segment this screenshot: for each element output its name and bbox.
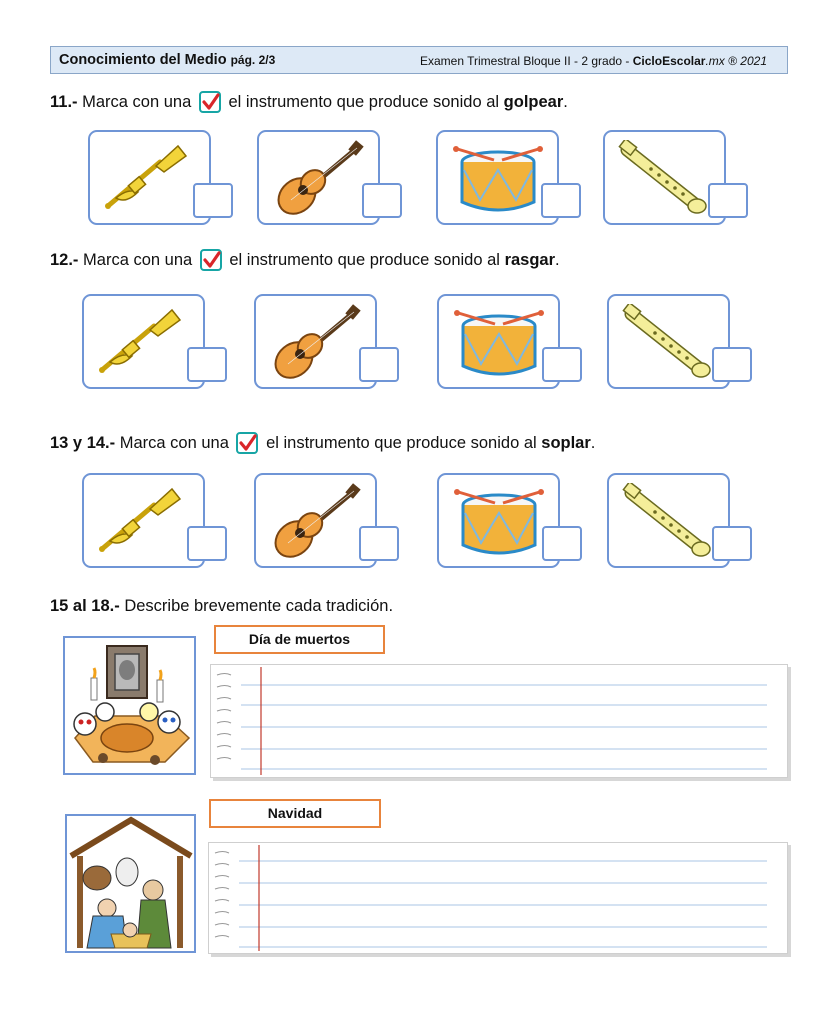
question-text: Describe brevemente cada tradición. bbox=[124, 597, 394, 615]
trumpet-icon bbox=[102, 140, 192, 218]
site-suffix: .mx ® 2021 bbox=[705, 54, 767, 68]
guitar-icon bbox=[268, 483, 363, 563]
exam-title: Examen Trimestral Bloque II - 2 grado - bbox=[419, 54, 630, 68]
answer-checkbox[interactable] bbox=[708, 183, 748, 218]
guitar-icon bbox=[268, 304, 363, 384]
answer-checkbox[interactable] bbox=[359, 526, 399, 561]
question-13-14 bbox=[50, 432, 595, 454]
question-keyword: rasgar bbox=[504, 251, 556, 269]
instrument-card-drum bbox=[437, 473, 560, 568]
instrument-card-guitar bbox=[254, 294, 377, 389]
navidad-image bbox=[65, 814, 196, 953]
dia-de-muertos-image bbox=[63, 636, 196, 775]
lined-paper bbox=[211, 665, 787, 777]
question-number: 11.- bbox=[50, 93, 78, 111]
question-12 bbox=[50, 249, 560, 271]
question-end: . bbox=[563, 93, 568, 111]
instrument-card-drum bbox=[437, 294, 560, 389]
checkmark-icon bbox=[236, 432, 258, 454]
instrument-card-drum bbox=[436, 130, 559, 225]
page-header bbox=[50, 46, 788, 74]
drum-icon bbox=[451, 483, 546, 563]
writing-area-navidad[interactable] bbox=[208, 842, 788, 954]
flute-icon bbox=[617, 140, 712, 220]
question-text-before: Marca con una bbox=[83, 251, 193, 269]
question-11 bbox=[50, 91, 568, 113]
question-text-before: Marca con una bbox=[119, 434, 229, 452]
site-name: CicloEscolar bbox=[632, 54, 706, 68]
checkmark-icon bbox=[199, 91, 221, 113]
instrument-card-trumpet bbox=[88, 130, 211, 225]
question-number: 13 y 14.- bbox=[50, 434, 116, 452]
question-end: . bbox=[590, 434, 596, 452]
flute-icon bbox=[621, 483, 716, 563]
question-keyword: golpear bbox=[503, 93, 564, 111]
answer-checkbox[interactable] bbox=[542, 526, 582, 561]
instrument-card-flute bbox=[607, 294, 730, 389]
drum-icon bbox=[451, 304, 546, 384]
answer-checkbox[interactable] bbox=[542, 347, 582, 382]
question-end: . bbox=[555, 251, 560, 269]
question-text-after: el instrumento que produce sonido al bbox=[228, 93, 500, 111]
answer-checkbox[interactable] bbox=[712, 526, 752, 561]
instrument-card-guitar bbox=[254, 473, 377, 568]
instrument-card-flute bbox=[607, 473, 730, 568]
exam-info bbox=[420, 54, 767, 68]
tradition-label-navidad: Navidad bbox=[209, 799, 381, 828]
subject-title bbox=[59, 52, 275, 68]
answer-checkbox[interactable] bbox=[187, 347, 227, 382]
checkmark-icon bbox=[200, 249, 222, 271]
instrument-card-trumpet bbox=[82, 294, 205, 389]
answer-checkbox[interactable] bbox=[359, 347, 399, 382]
flute-icon bbox=[621, 304, 716, 384]
question-keyword: soplar bbox=[541, 434, 591, 452]
answer-checkbox[interactable] bbox=[712, 347, 752, 382]
answer-checkbox[interactable] bbox=[362, 183, 402, 218]
answer-checkbox[interactable] bbox=[541, 183, 581, 218]
lined-paper bbox=[209, 843, 787, 953]
drum-icon bbox=[450, 140, 545, 220]
subject-name: Conocimiento del Medio bbox=[59, 52, 227, 68]
tradition-label-muertos: Día de muertos bbox=[214, 625, 385, 654]
question-text-before: Marca con una bbox=[82, 93, 192, 111]
question-15-18 bbox=[50, 597, 393, 616]
trumpet-icon bbox=[96, 483, 186, 561]
writing-area-muertos[interactable] bbox=[210, 664, 788, 778]
guitar-icon bbox=[271, 140, 366, 220]
instrument-card-flute bbox=[603, 130, 726, 225]
question-number: 12.- bbox=[50, 251, 79, 269]
answer-checkbox[interactable] bbox=[187, 526, 227, 561]
instrument-card-trumpet bbox=[82, 473, 205, 568]
page-number: pág. 2/3 bbox=[230, 53, 276, 67]
question-text-after: el instrumento que produce sonido al bbox=[229, 251, 500, 269]
question-number: 15 al 18.- bbox=[50, 597, 120, 615]
trumpet-icon bbox=[96, 304, 186, 382]
instrument-card-guitar bbox=[257, 130, 380, 225]
answer-checkbox[interactable] bbox=[193, 183, 233, 218]
question-text-after: el instrumento que produce sonido al bbox=[266, 434, 537, 452]
